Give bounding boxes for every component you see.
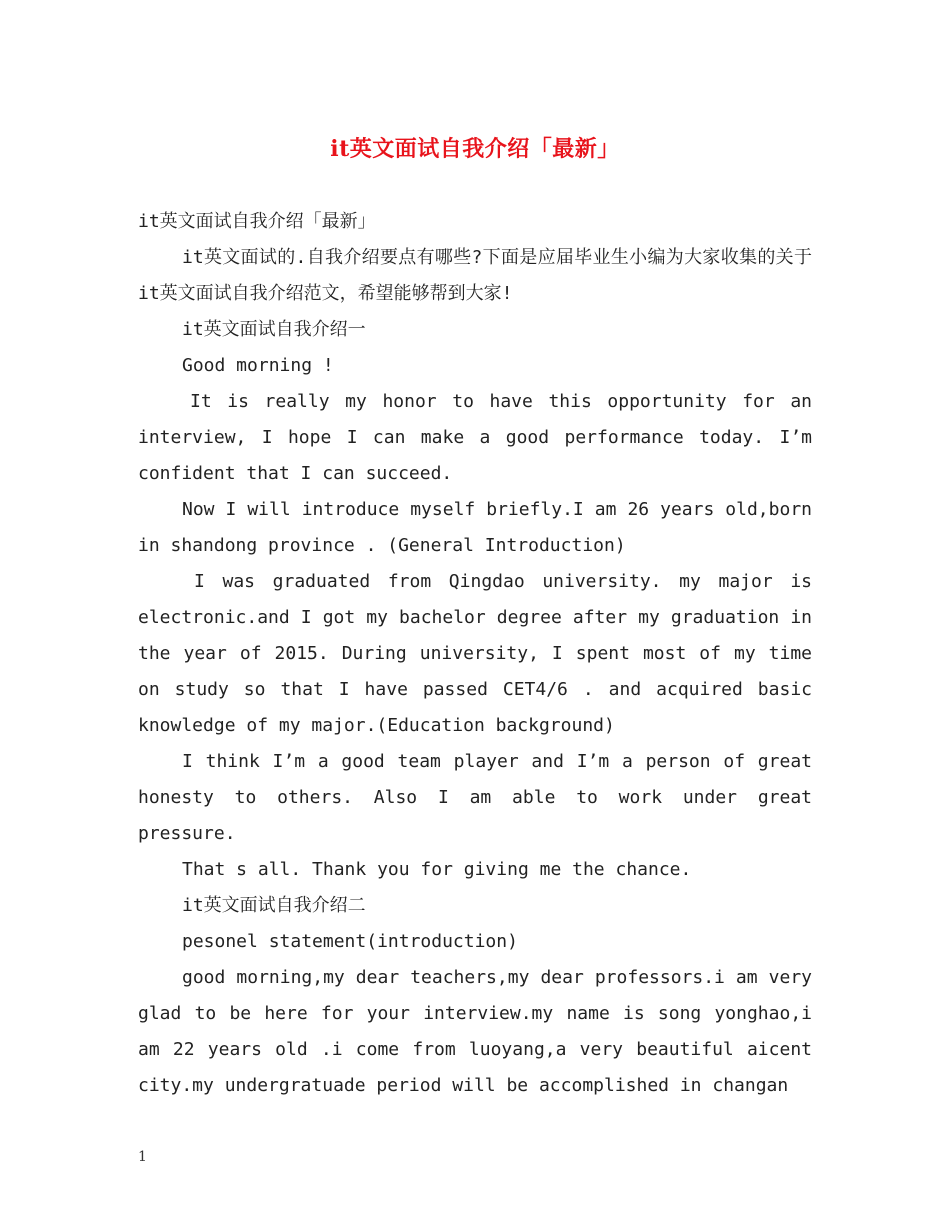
paragraph-general-introduction: Now I will introduce myself briefly.I am 26 years old,born in shandong province . (General Introduction)	[138, 499, 812, 556]
paragraph-statement-body: good morning,my dear teachers,my dear professors.i am very glad to be here for your interview.my name is song yonghao,i am 22 years old .i come from luoyang,a very beautiful aicent city.my undergratuade period will be accomplished in changan	[138, 967, 812, 1096]
page-number: 1	[138, 1149, 147, 1165]
document-body	[138, 204, 812, 1104]
paragraph-education: I was graduated from Qingdao university. my major is electronic.and I got my bachelor degree after my graduation in the year of 2015. During university, I spent most of my time on study so that I have passed CET4/6 . and acquired basic knowledge of my major.(Education background)	[138, 571, 812, 736]
paragraph-honor: It is really my honor to have this opportunity for an interview, I hope I can make a good performance today. I’m confident that I can succeed.	[138, 391, 812, 484]
paragraph-intro: it英文面试的.自我介绍要点有哪些?下面是应届毕业生小编为大家收集的关于it英文面试自我介绍范文，希望能够帮到大家!	[138, 247, 812, 304]
paragraph-statement-heading: pesonel statement(introduction)	[182, 931, 518, 952]
section-heading-two: it英文面试自我介绍二	[182, 895, 366, 916]
paragraph-greeting: Good morning !	[182, 355, 334, 376]
paragraph-team-player: I think I’m a good team player and I’m a person of great honesty to others. Also I am able to work under great pressure.	[138, 751, 812, 844]
document-title: it英文面试自我介绍「最新」	[330, 136, 620, 162]
paragraph-heading: it英文面试自我介绍「最新」	[138, 211, 376, 232]
section-heading-one: it英文面试自我介绍一	[182, 319, 366, 340]
paragraph-closing: That s all. Thank you for giving me the chance.	[182, 859, 692, 880]
